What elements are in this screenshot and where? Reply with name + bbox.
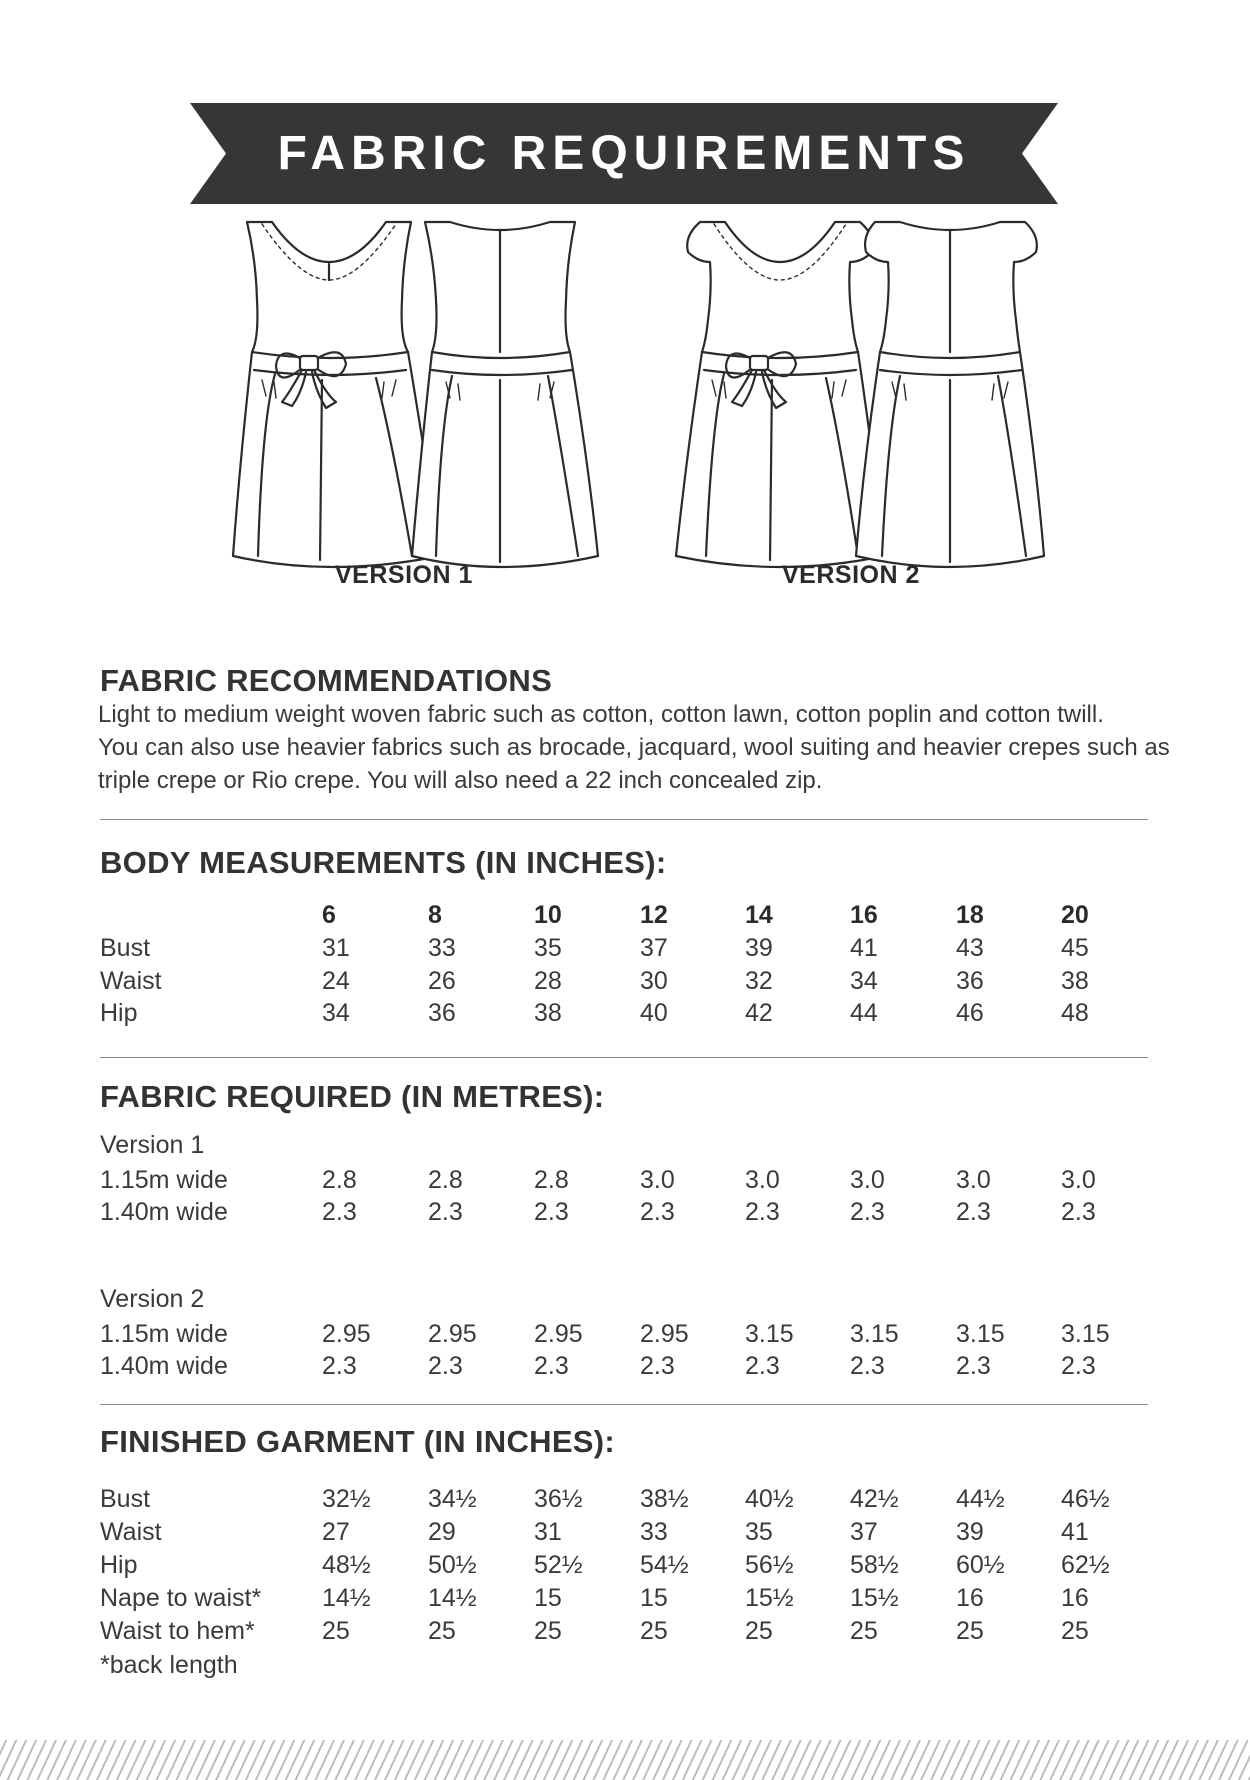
cell: 35 — [534, 934, 562, 962]
row-label: 1.15m wide — [100, 1320, 228, 1348]
cell: 3.15 — [745, 1320, 794, 1348]
cell: 40½ — [745, 1485, 794, 1513]
size-header: 10 — [534, 901, 562, 929]
size-header: 12 — [640, 901, 668, 929]
recommendations-line: triple crepe or Rio crepe. You will also need a 22 inch concealed zip. — [98, 767, 823, 794]
cell: 2.3 — [745, 1198, 780, 1226]
table-row — [0, 1551, 1250, 1584]
cell: 2.95 — [640, 1320, 689, 1348]
cell: 30 — [640, 967, 668, 995]
cell: 2.3 — [322, 1352, 357, 1380]
size-header: 18 — [956, 901, 984, 929]
cell: 26 — [428, 967, 456, 995]
cell: 43 — [956, 934, 984, 962]
cell: 2.8 — [322, 1166, 357, 1194]
table-row — [0, 1352, 1250, 1385]
cell: 2.95 — [322, 1320, 371, 1348]
cell: 25 — [956, 1617, 984, 1645]
cell: 31 — [534, 1518, 562, 1546]
cell: 42½ — [850, 1485, 899, 1513]
cell: 34½ — [428, 1485, 477, 1513]
finished-garment-title: FINISHED GARMENT (IN INCHES): — [100, 1424, 616, 1459]
cell: 2.3 — [1061, 1198, 1096, 1226]
cell: 2.8 — [428, 1166, 463, 1194]
cell: 39 — [956, 1518, 984, 1546]
row-label: Nape to waist* — [100, 1584, 262, 1612]
recommendations-text — [98, 698, 1170, 797]
cell: 62½ — [1061, 1551, 1110, 1579]
row-label: Waist to hem* — [100, 1617, 255, 1645]
cell: 41 — [1061, 1518, 1089, 1546]
version-2-front-dress-drawing — [676, 222, 884, 567]
version-2-back-dress-drawing — [856, 222, 1044, 567]
table-row — [0, 1320, 1250, 1353]
cell: 28 — [534, 967, 562, 995]
cell: 15½ — [850, 1584, 899, 1612]
row-label: 1.40m wide — [100, 1352, 228, 1380]
cell: 16 — [956, 1584, 984, 1612]
cell: 15 — [640, 1584, 668, 1612]
cell: 37 — [850, 1518, 878, 1546]
cell: 36 — [956, 967, 984, 995]
row-label: Hip — [100, 999, 138, 1027]
cell: 2.3 — [534, 1198, 569, 1226]
cell: 15½ — [745, 1584, 794, 1612]
cell: 25 — [322, 1617, 350, 1645]
cell: 44 — [850, 999, 878, 1027]
cell: 3.15 — [850, 1320, 899, 1348]
cell: 2.3 — [956, 1352, 991, 1380]
recommendations-line: Light to medium weight woven fabric such as cotton, cotton lawn, cotton poplin and cotton twill. — [98, 701, 1104, 728]
cell: 25 — [640, 1617, 668, 1645]
version-1-front-dress-drawing — [233, 222, 440, 567]
cell: 25 — [745, 1617, 773, 1645]
cell: 50½ — [428, 1551, 477, 1579]
row-label: 1.40m wide — [100, 1198, 228, 1226]
cell: 2.95 — [534, 1320, 583, 1348]
version-2-sublabel: Version 2 — [100, 1285, 205, 1313]
size-header: 16 — [850, 901, 878, 929]
cell: 2.3 — [534, 1352, 569, 1380]
cell: 25 — [534, 1617, 562, 1645]
row-label: Waist — [100, 967, 162, 995]
cell: 35 — [745, 1518, 773, 1546]
cell: 24 — [322, 967, 350, 995]
cell: 15 — [534, 1584, 562, 1612]
decorative-stripe-border — [0, 1740, 1250, 1780]
table-row — [0, 1485, 1250, 1518]
cell: 38 — [1061, 967, 1089, 995]
table-row — [0, 1198, 1250, 1231]
dress-illustrations — [0, 210, 1250, 590]
cell: 46 — [956, 999, 984, 1027]
cell: 2.3 — [1061, 1352, 1096, 1380]
cell: 33 — [640, 1518, 668, 1546]
cell: 56½ — [745, 1551, 794, 1579]
title-banner — [190, 103, 1058, 204]
cell: 2.3 — [850, 1198, 885, 1226]
row-label: Waist — [100, 1518, 162, 1546]
version-1-sublabel: Version 1 — [100, 1131, 205, 1159]
size-header: 6 — [322, 901, 336, 929]
cell: 3.0 — [640, 1166, 675, 1194]
cell: 52½ — [534, 1551, 583, 1579]
cell: 31 — [322, 934, 350, 962]
table-row — [0, 999, 1250, 1032]
version-1-label: VERSION 1 — [335, 561, 473, 589]
cell: 42 — [745, 999, 773, 1027]
cell: 36½ — [534, 1485, 583, 1513]
cell: 46½ — [1061, 1485, 1110, 1513]
cell: 37 — [640, 934, 668, 962]
table-row — [0, 967, 1250, 1000]
cell: 41 — [850, 934, 878, 962]
back-length-note: *back length — [100, 1651, 238, 1679]
size-header: 8 — [428, 901, 442, 929]
cell: 60½ — [956, 1551, 1005, 1579]
size-header: 20 — [1061, 901, 1089, 929]
table-row — [0, 1166, 1250, 1199]
cell: 36 — [428, 999, 456, 1027]
cell: 25 — [850, 1617, 878, 1645]
cell: 2.3 — [850, 1352, 885, 1380]
cell: 34 — [322, 999, 350, 1027]
cell: 3.0 — [1061, 1166, 1096, 1194]
section-divider — [100, 819, 1148, 820]
cell: 3.15 — [1061, 1320, 1110, 1348]
cell: 2.3 — [640, 1352, 675, 1380]
cell: 58½ — [850, 1551, 899, 1579]
cell: 2.3 — [745, 1352, 780, 1380]
section-divider — [100, 1057, 1148, 1058]
cell: 2.3 — [428, 1352, 463, 1380]
fabric-required-title: FABRIC REQUIRED (IN METRES): — [100, 1079, 605, 1114]
cell: 14½ — [428, 1584, 477, 1612]
row-label: Bust — [100, 1485, 151, 1513]
row-label: 1.15m wide — [100, 1166, 228, 1194]
cell: 38 — [534, 999, 562, 1027]
table-row — [0, 1617, 1250, 1650]
cell: 25 — [1061, 1617, 1089, 1645]
recommendations-line: You can also use heavier fabrics such as brocade, jacquard, wool suiting and heavier crepes such as — [98, 734, 1170, 761]
cell: 48 — [1061, 999, 1089, 1027]
page-title: FABRIC REQUIREMENTS — [277, 127, 971, 180]
cell: 34 — [850, 967, 878, 995]
cell: 39 — [745, 934, 773, 962]
cell: 3.0 — [850, 1166, 885, 1194]
row-label: Hip — [100, 1551, 138, 1579]
table-row — [0, 1584, 1250, 1617]
cell: 2.3 — [322, 1198, 357, 1226]
cell: 45 — [1061, 934, 1089, 962]
cell: 3.0 — [745, 1166, 780, 1194]
cell: 16 — [1061, 1584, 1089, 1612]
size-header-row — [0, 901, 1250, 934]
cell: 25 — [428, 1617, 456, 1645]
cell: 54½ — [640, 1551, 689, 1579]
cell: 32½ — [322, 1485, 371, 1513]
table-row — [0, 1518, 1250, 1551]
section-divider — [100, 1404, 1148, 1405]
table-row — [0, 934, 1250, 967]
cell: 40 — [640, 999, 668, 1027]
cell: 2.3 — [956, 1198, 991, 1226]
cell: 33 — [428, 934, 456, 962]
cell: 2.8 — [534, 1166, 569, 1194]
cell: 2.3 — [640, 1198, 675, 1226]
body-measurements-title: BODY MEASUREMENTS (IN INCHES): — [100, 845, 667, 880]
cell: 3.0 — [956, 1166, 991, 1194]
cell: 38½ — [640, 1485, 689, 1513]
cell: 14½ — [322, 1584, 371, 1612]
cell: 29 — [428, 1518, 456, 1546]
cell: 2.95 — [428, 1320, 477, 1348]
cell: 48½ — [322, 1551, 371, 1579]
row-label: Bust — [100, 934, 151, 962]
version-2-label: VERSION 2 — [782, 561, 920, 589]
size-header: 14 — [745, 901, 773, 929]
cell: 27 — [322, 1518, 350, 1546]
cell: 44½ — [956, 1485, 1005, 1513]
cell: 2.3 — [428, 1198, 463, 1226]
recommendations-title: FABRIC RECOMMENDATIONS — [100, 663, 553, 698]
cell: 3.15 — [956, 1320, 1005, 1348]
version-1-back-dress-drawing — [412, 222, 598, 567]
cell: 32 — [745, 967, 773, 995]
